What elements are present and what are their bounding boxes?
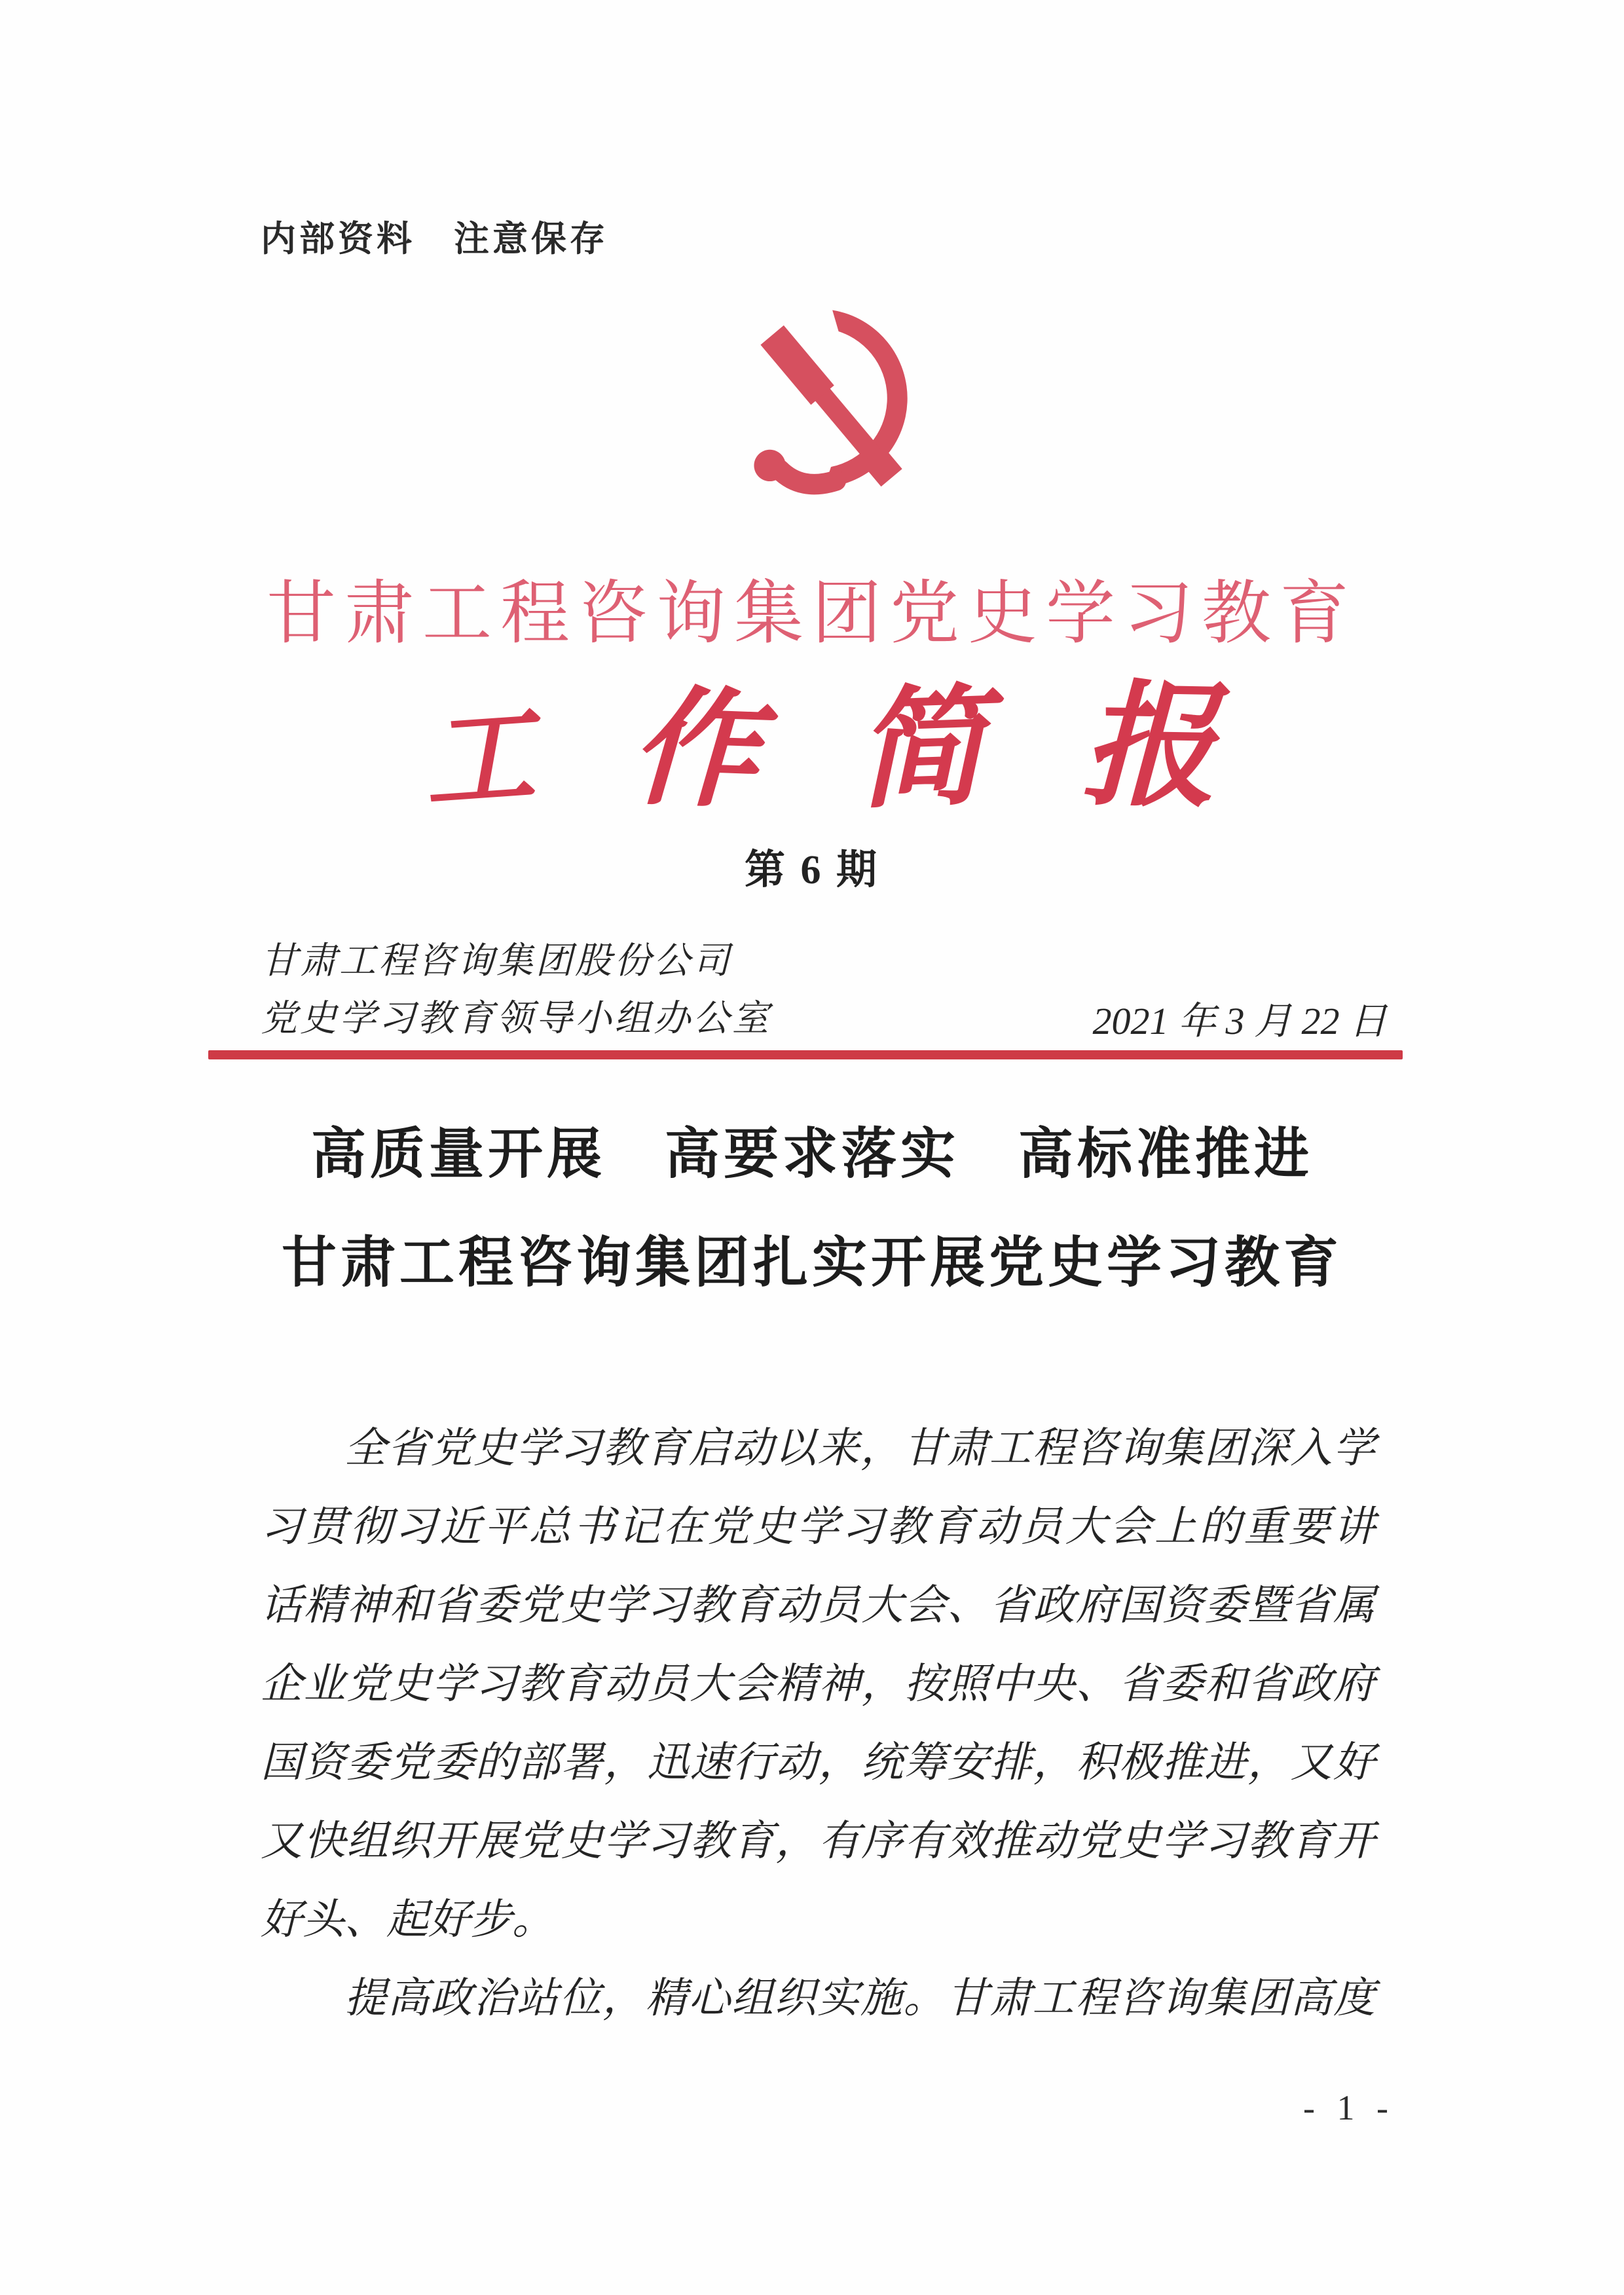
headline-line-1: 高质量开展 高要求落实 高标准推进 <box>310 1124 1313 1185</box>
masthead-org-title: 甘肃工程咨询集团党史学习教育 <box>267 576 1357 652</box>
article-body <box>261 1409 1375 2038</box>
body-line: 习贯彻习近平总书记在党史学习教育动员大会上的重要讲 <box>261 1503 1375 1550</box>
publication-date: 2021 年 3 月 22 日 <box>1092 1000 1387 1042</box>
publisher-block <box>261 932 771 1048</box>
body-line: 全省党史学习教育启动以来，甘肃工程咨询集团深入学 <box>344 1425 1375 1471</box>
body-line: 国资委党委的部署，迅速行动，统筹安排，积极推进，又好 <box>261 1739 1375 1786</box>
headline-line-2: 甘肃工程咨询集团扎实开展党史学习教育 <box>281 1233 1342 1294</box>
title-char-3: 简 <box>853 676 988 824</box>
issue-number: 第 6 期 <box>744 848 879 892</box>
title-char-2: 作 <box>628 677 762 824</box>
briefing-calligraphy-title <box>420 671 1218 825</box>
article-headline <box>0 1121 1624 1298</box>
masthead-divider-rule <box>208 1050 1403 1059</box>
body-line: 话精神和省委党史学习教育动员大会、省政府国资委暨省属 <box>261 1582 1375 1628</box>
page-number: - 1 - <box>1303 2088 1395 2127</box>
body-line: 又快组织开展党史学习教育，有序有效推动党史学习教育开 <box>261 1818 1375 1864</box>
internal-material-notice: 内部资料 注意保存 <box>261 219 608 259</box>
title-char-4: 报 <box>1080 671 1218 824</box>
party-emblem-icon <box>720 293 927 503</box>
title-char-1: 工 <box>420 695 539 825</box>
publisher-line-1: 甘肃工程咨询集团股份公司 <box>261 941 732 982</box>
publisher-line-2: 党史学习教育领导小组办公室 <box>261 999 771 1039</box>
body-line: 企业党史学习教育动员大会精神，按照中央、省委和省政府 <box>261 1661 1375 1707</box>
body-line: 提高政治站位，精心组织实施。甘肃工程咨询集团高度 <box>344 1975 1375 2021</box>
body-line: 好头、起好步。 <box>261 1896 554 1943</box>
